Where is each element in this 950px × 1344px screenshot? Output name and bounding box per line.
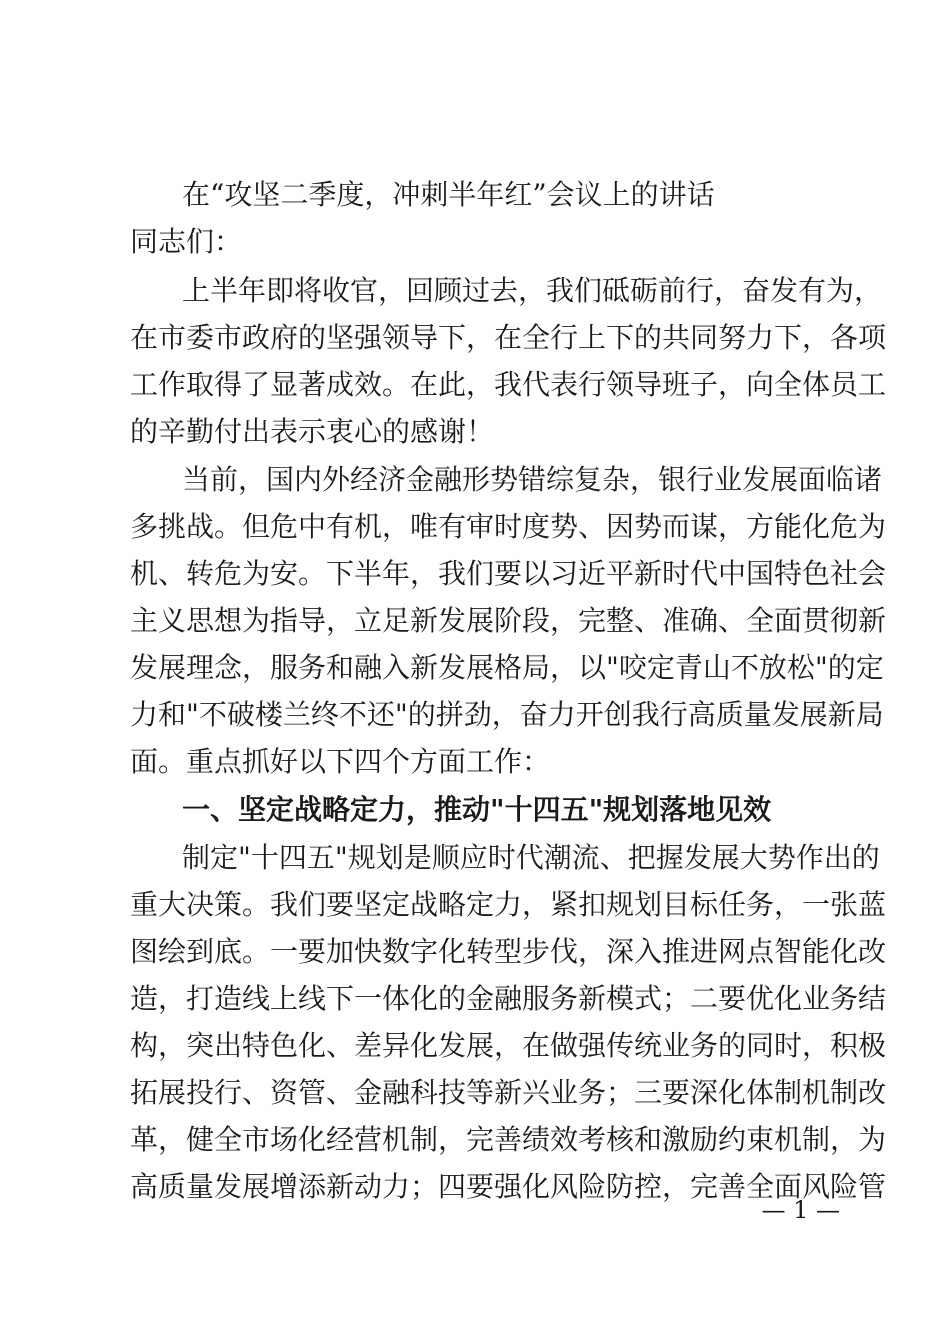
paragraph-line: 发展理念，服务和融入新发展格局，以"咬定青山不放松"的定 — [130, 651, 884, 684]
paragraph-line: 多挑战。但危中有机，唯有审时度势、因势而谋，方能化危为 — [130, 510, 887, 543]
paragraph-line: 当前，国内外经济金融形势错综复杂，银行业发展面临诸 — [182, 463, 883, 496]
page-number: — 1 — — [761, 1196, 840, 1224]
paragraph-line: 高质量发展增添新动力；四要强化风险防控，完善全面风险管 — [130, 1170, 887, 1203]
paragraph-line: 重大决策。我们要坚定战略定力，紧扣规划目标任务，一张蓝 — [130, 888, 887, 921]
paragraph-line: 主义思想为指导，立足新发展阶段，完整、准确、全面贯彻新 — [130, 604, 887, 637]
paragraph-line: 工作取得了显著成效。在此，我代表行领导班子，向全体员工 — [130, 368, 887, 401]
paragraph-line: 构，突出特色化、差异化发展，在做强传统业务的同时，积极 — [130, 1029, 887, 1062]
salutation: 同志们： — [130, 225, 243, 258]
paragraph-line: 造，打造线上线下一体化的金融服务新模式；二要优化业务结 — [130, 982, 887, 1015]
paragraph-line: 面。重点抓好以下四个方面工作： — [130, 745, 551, 778]
paragraph-line: 拓展投行、资管、金融科技等新兴业务；三要深化体制机制改 — [130, 1076, 887, 1109]
paragraph-line: 力和"不破楼兰终不还"的拼劲，奋力开创我行高质量发展新局 — [130, 698, 884, 731]
paragraph-line: 在市委市政府的坚强领导下，在全行上下的共同努力下，各项 — [130, 321, 887, 354]
section-heading: 一、坚定战略定力，推动"十四五"规划落地见效 — [182, 793, 772, 826]
paragraph-line: 上半年即将收官，回顾过去，我们砥砺前行，奋发有为， — [182, 274, 883, 307]
paragraph-line: 图绘到底。一要加快数字化转型步伐，深入推进网点智能化改 — [130, 935, 887, 968]
paragraph-line: 制定"十四五"规划是顺应时代潮流、把握发展大势作出的 — [182, 841, 880, 874]
paragraph-line: 机、转危为安。下半年，我们要以习近平新时代中国特色社会 — [130, 557, 887, 590]
paragraph-line: 的辛勤付出表示衷心的感谢！ — [130, 415, 495, 448]
paragraph-line: 革，健全市场化经营机制，完善绩效考核和激励约束机制，为 — [130, 1123, 887, 1156]
document-title: 在“攻坚二季度，冲刺半年红”会议上的讲话 — [182, 178, 715, 211]
